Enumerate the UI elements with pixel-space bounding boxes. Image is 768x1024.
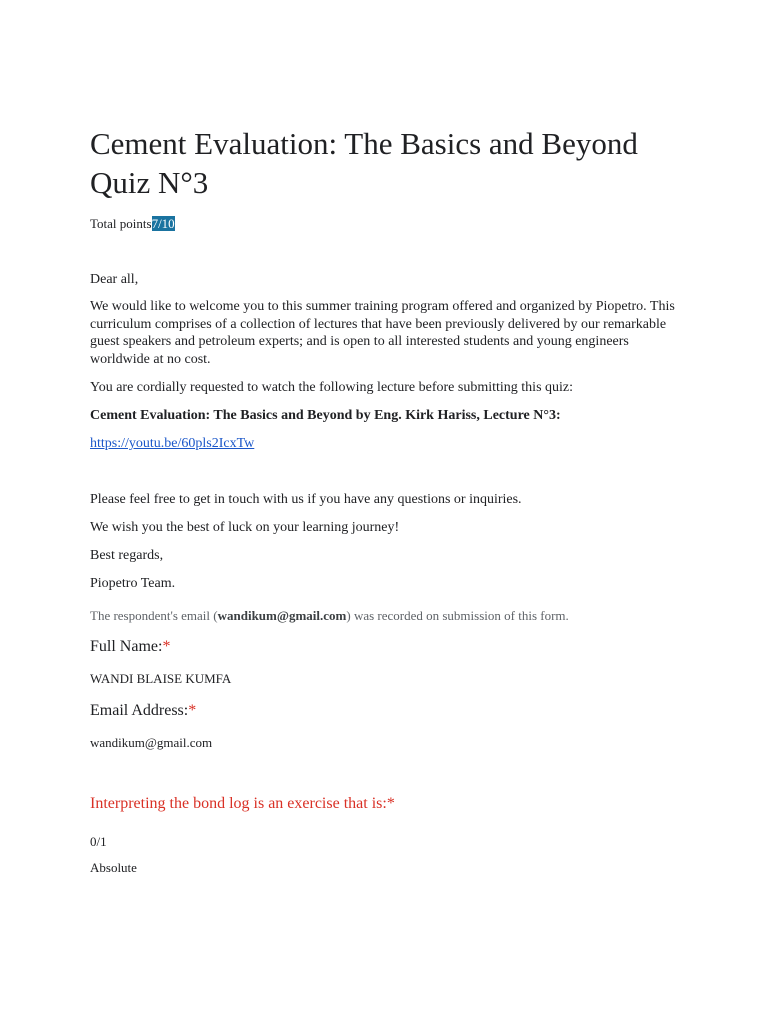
- required-asterisk: *: [162, 638, 171, 655]
- required-asterisk: *: [188, 702, 197, 719]
- intro-request: You are cordially requested to watch the following lecture before submitting this quiz:: [90, 380, 574, 395]
- answer-full-name: WANDI BLAISE KUMFA: [90, 671, 232, 686]
- question-full-name: [90, 637, 170, 657]
- intro-lecture: Cement Evaluation: The Basics and Beyond by Eng. Kirk Hariss, Lecture N°3:: [90, 408, 561, 423]
- answer-bond-log: Absolute: [90, 860, 137, 875]
- question-score: 0/1: [90, 834, 107, 849]
- respondent-suffix: ) was recorded on submission of this form.: [346, 608, 569, 623]
- question-label: Full Name:: [90, 638, 163, 655]
- intro-greeting: Dear all,: [90, 272, 139, 287]
- total-points-score: 7/10: [151, 216, 175, 231]
- intro-welcome: We would like to welcome you to this summer training program offered and organized by Piopetro. This curriculum comprises of a collection of lectures that have been previously delivered by our remarkable guest speakers and petroleum experts; and is open to all interested students and young engineers worldwide at no cost.: [90, 299, 675, 367]
- form-title-line1: Cement Evaluation: The Basics and Beyond: [90, 126, 638, 161]
- intro-contact: Please feel free to get in touch with us if you have any questions or inquiries.: [90, 492, 522, 507]
- question-email-address: [90, 701, 196, 721]
- intro-regards: Best regards,: [90, 548, 164, 563]
- question-label: Interpreting the bond log is an exercise that is:: [90, 795, 387, 812]
- respondent-email-note: [90, 607, 680, 625]
- form-title: [90, 124, 690, 202]
- question-label: Email Address:: [90, 702, 189, 719]
- respondent-prefix: The respondent's email (: [90, 608, 218, 623]
- intro-team: Piopetro Team.: [90, 576, 176, 591]
- lecture-link[interactable]: https://youtu.be/60pls2IcxTw: [90, 436, 255, 451]
- total-points: [90, 215, 175, 233]
- form-title-line2: Quiz N°3: [90, 165, 209, 200]
- total-points-label: Total points: [90, 216, 152, 231]
- respondent-email: wandikum@gmail.com: [217, 608, 347, 623]
- answer-email-address: wandikum@gmail.com: [90, 735, 213, 750]
- question-bond-log: [90, 794, 395, 814]
- intro-wish: We wish you the best of luck on your learning journey!: [90, 520, 400, 535]
- required-asterisk: *: [386, 795, 395, 812]
